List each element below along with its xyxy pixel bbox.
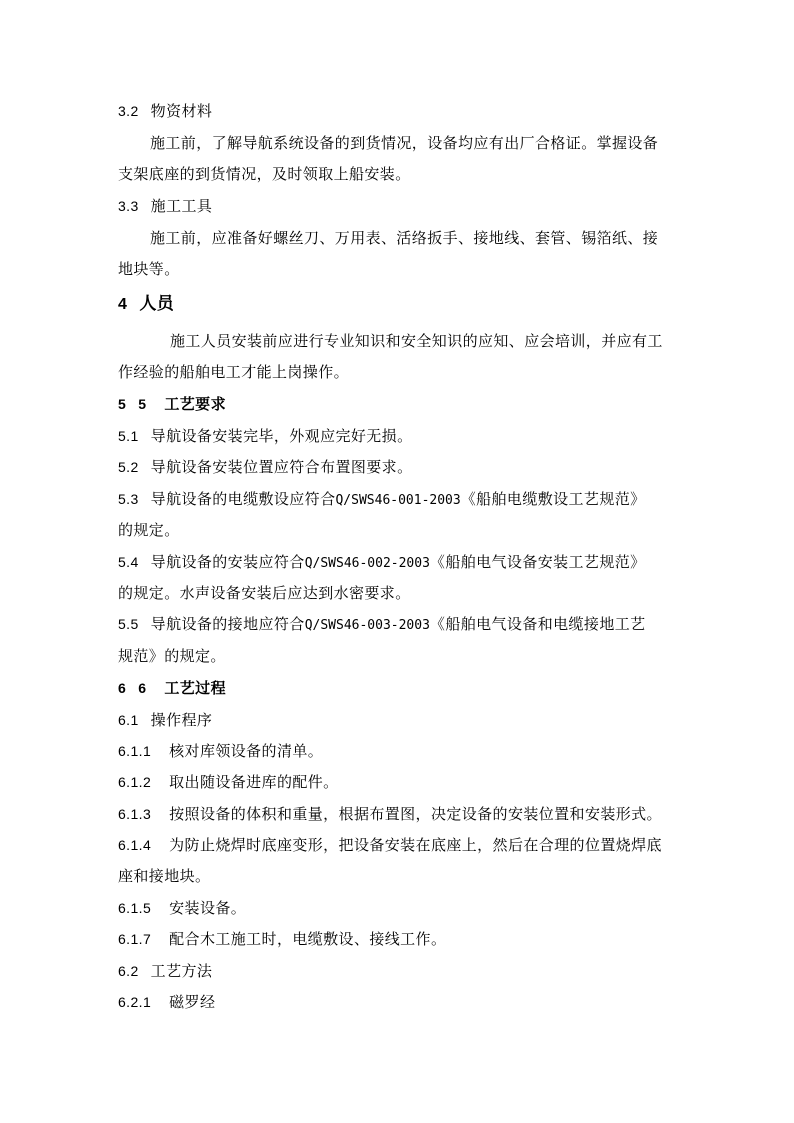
- clause-text: 为防止烧焊时底座变形，把设备安装在底座上，然后在合理的位置烧焊底: [169, 836, 662, 854]
- clause-text: 按照设备的体积和重量，根据布置图，决定设备的安装位置和安装形式。: [169, 805, 662, 823]
- chapter-number: 6: [118, 680, 127, 696]
- clause-number: 5.3: [118, 491, 139, 507]
- paragraph-line: 施工前，了解导航系统设备的到货情况，设备均应有出厂合格证。掌握设备: [150, 134, 659, 152]
- clause: [118, 552, 646, 574]
- clause: [118, 804, 662, 824]
- clause: [118, 489, 646, 511]
- clause-text: 导航设备安装完毕，外观应完好无损。: [150, 427, 413, 445]
- chapter-heading: [118, 394, 226, 414]
- chapter-heading: [118, 294, 174, 315]
- chapter-title: 工艺要求: [164, 395, 226, 413]
- section-number: 6.2: [118, 963, 139, 979]
- clause: [118, 929, 446, 949]
- clause: [118, 426, 412, 446]
- clause-number: 6.1.7: [118, 931, 152, 947]
- paragraph-line: 支架底座的到货情况，及时领取上船安装。: [118, 165, 411, 183]
- clause-number: 6.1.1: [118, 743, 152, 759]
- standard-code: Q/SWS46-001-2003: [335, 493, 461, 508]
- clause-number: 6.1.5: [118, 900, 152, 916]
- paragraph-line: 施工前，应准备好螺丝刀、万用表、活络扳手、接地线、套管、锡箔纸、接: [150, 229, 659, 247]
- clause: [118, 898, 246, 918]
- clause-text: 导航设备的接地应符合: [150, 615, 305, 633]
- chapter-number: 5: [118, 396, 127, 412]
- paragraph-line: 作经验的船舶电工才能上岗操作。: [118, 363, 350, 381]
- section-heading: [118, 710, 212, 730]
- standard-title: 《船舶电气设备安装工艺规范》: [429, 553, 646, 571]
- clause-text: 导航设备的电缆敷设应符合: [150, 490, 336, 508]
- clause: [118, 614, 646, 636]
- section-heading: [118, 196, 212, 216]
- clause: [118, 772, 339, 792]
- section-title: 施工工具: [150, 197, 213, 215]
- clause-text: 配合木工施工时，电缆敷设、接线工作。: [169, 930, 447, 948]
- paragraph-line: 规范》的规定。: [118, 647, 226, 665]
- paragraph-line: 地块等。: [118, 260, 180, 278]
- section-heading: [118, 101, 212, 121]
- paragraph-line: 的规定。: [118, 521, 180, 539]
- standard-code: Q/SWS46-002-2003: [304, 556, 430, 571]
- section-title: 磁罗经: [169, 993, 216, 1011]
- clause-text: 安装设备。: [169, 899, 247, 917]
- standard-code: Q/SWS46-003-2003: [304, 618, 430, 633]
- paragraph-line: 的规定。水声设备安装后应达到水密要求。: [118, 584, 411, 602]
- paragraph-line: 施工人员安装前应进行专业知识和安全知识的应知、应会培训，并应有工: [170, 332, 663, 350]
- section-heading: [118, 992, 215, 1012]
- section-number: 6.2.1: [118, 994, 152, 1010]
- clause-text: 导航设备安装位置应符合布置图要求。: [150, 458, 413, 476]
- clause-text: 取出随设备进库的配件。: [169, 773, 339, 791]
- chapter-number: 5: [138, 396, 147, 412]
- paragraph-line: 座和接地块。: [118, 867, 211, 885]
- section-number: 6.1: [118, 712, 139, 728]
- standard-title: 《船舶电缆敷设工艺规范》: [460, 490, 646, 508]
- chapter-title: 人员: [139, 294, 175, 314]
- chapter-title: 工艺过程: [164, 679, 226, 697]
- standard-title: 《船舶电气设备和电缆接地工艺: [429, 615, 646, 633]
- section-number: 3.3: [118, 198, 139, 214]
- section-number: 3.2: [118, 103, 139, 119]
- section-heading: [118, 961, 212, 981]
- section-title: 操作程序: [150, 711, 213, 729]
- chapter-number: 6: [138, 680, 147, 696]
- clause-number: 5.4: [118, 554, 139, 570]
- clause-text: 核对库领设备的清单。: [169, 742, 324, 760]
- clause-number: 5.5: [118, 616, 139, 632]
- clause-number: 6.1.2: [118, 774, 152, 790]
- clause-text: 导航设备的安装应符合: [150, 553, 305, 571]
- clause: [118, 835, 662, 855]
- section-title: 工艺方法: [150, 962, 213, 980]
- clause: [118, 741, 323, 761]
- clause-number: 6.1.3: [118, 806, 152, 822]
- chapter-heading: [118, 678, 226, 698]
- clause-number: 5.1: [118, 428, 139, 444]
- chapter-number: 4: [118, 296, 128, 313]
- section-title: 物资材料: [150, 102, 213, 120]
- clause-number: 6.1.4: [118, 837, 152, 853]
- clause-number: 5.2: [118, 459, 139, 475]
- clause: [118, 457, 412, 477]
